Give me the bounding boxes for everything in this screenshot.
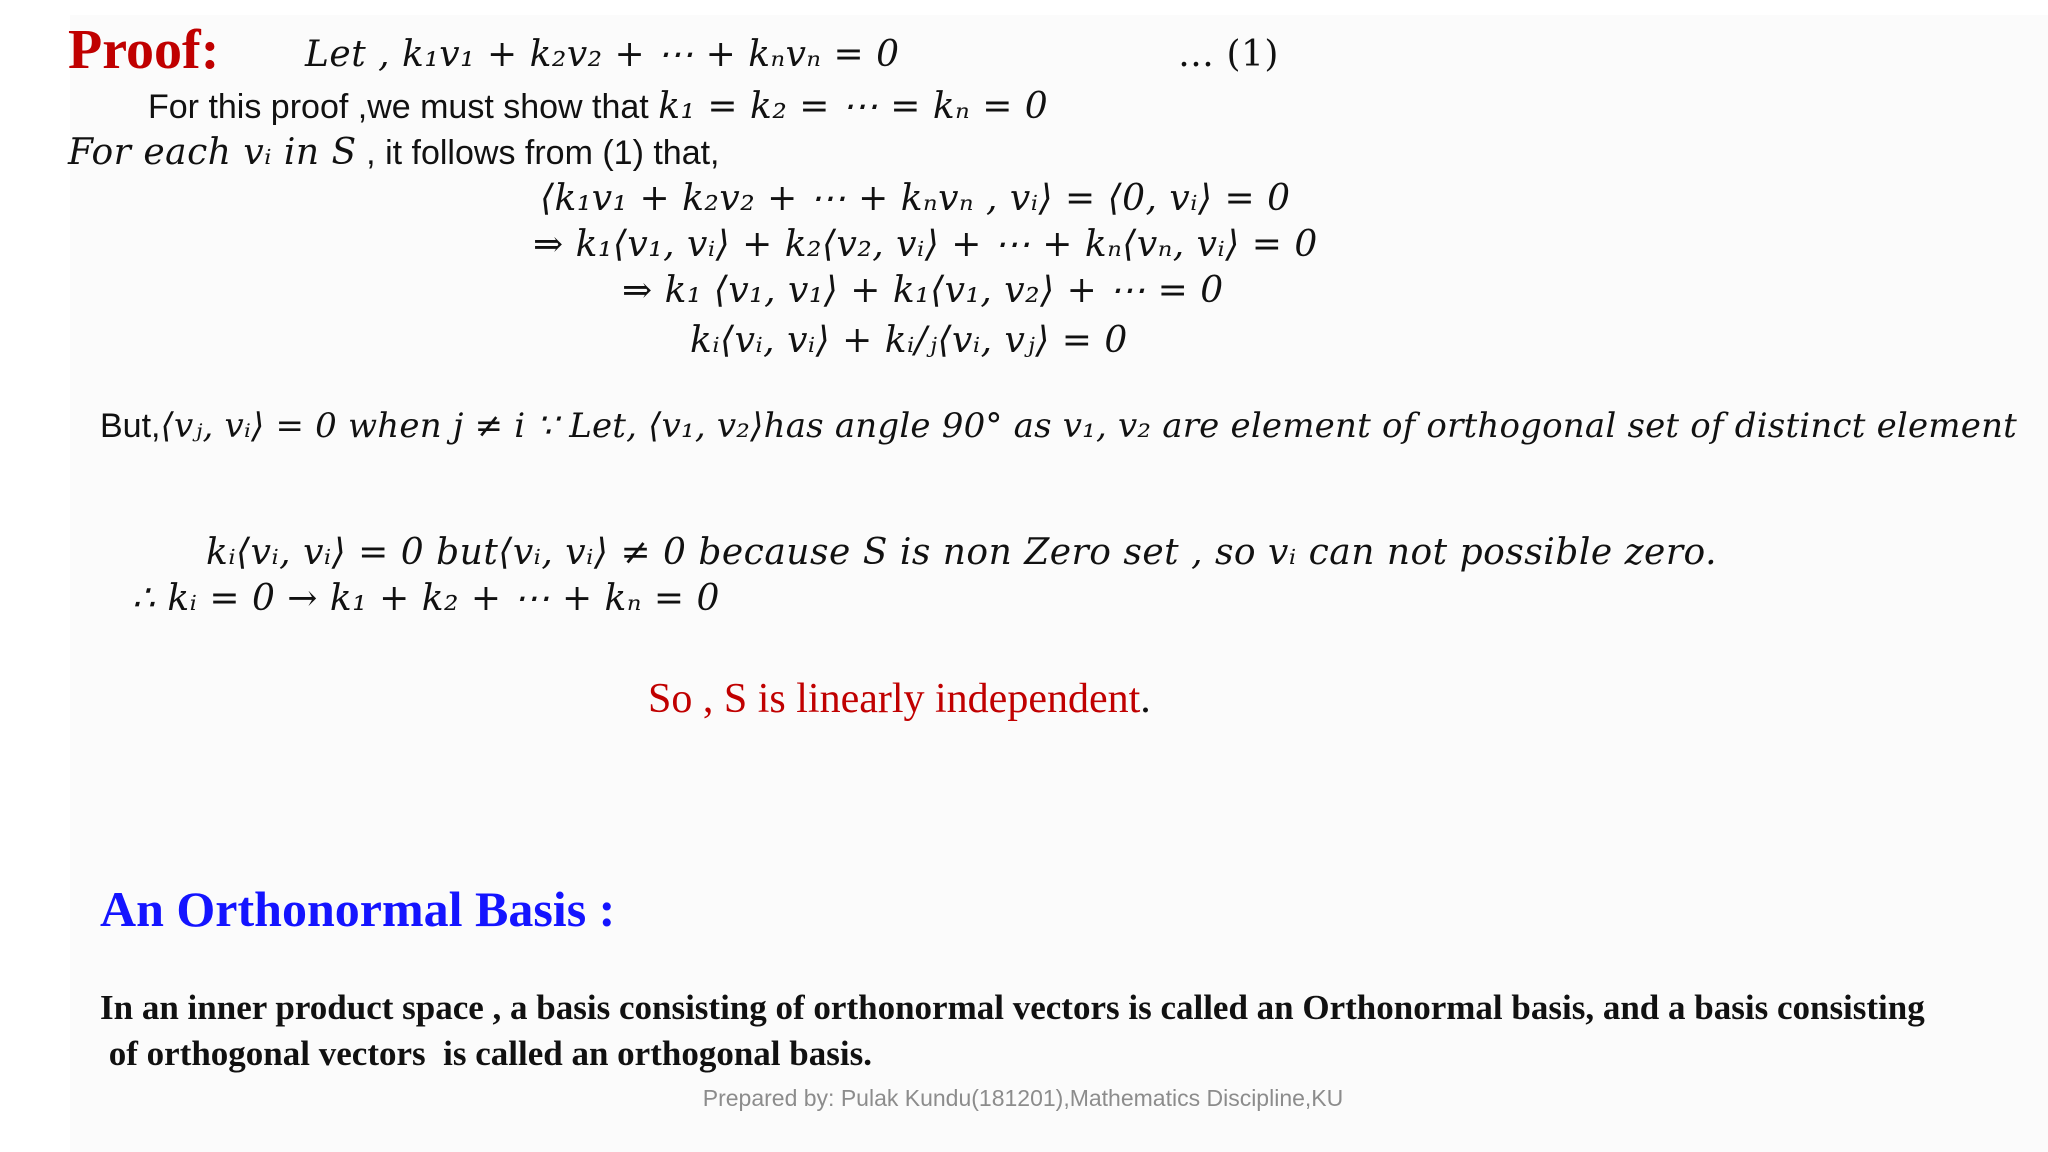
section-heading: An Orthonormal Basis : bbox=[100, 881, 616, 937]
but-prefix: But, bbox=[100, 407, 161, 445]
proof-title: Proof: bbox=[68, 19, 220, 81]
but-math: ⟨vⱼ, vᵢ⟩ = 0 when j ≠ i ∵ Let, ⟨v₁, v₂⟩has angle 90° as v₁, v₂ are element of orthogonal set of distinct element bbox=[160, 406, 2018, 446]
must-show-text: For this proof ,we must show that bbox=[148, 88, 659, 126]
equation-tag: … (1) bbox=[1178, 34, 1279, 75]
step-2: ⇒ k₁⟨v₁, vᵢ⟩ + k₂⟨v₂, vᵢ⟩ + ⋯ + kₙ⟨vₙ, vᵢ⟩ = 0 bbox=[533, 224, 1318, 265]
for-each-text: , it follows from (1) that, bbox=[356, 134, 720, 172]
conclusion-text: So , S is linearly independent bbox=[648, 676, 1141, 722]
step-1: ⟨k₁v₁ + k₂v₂ + ⋯ + kₙvₙ , vᵢ⟩ = ⟨0, vᵢ⟩ = 0 bbox=[540, 178, 1291, 219]
must-show-line bbox=[148, 86, 1048, 127]
let-equation: Let , k₁v₁ + k₂v₂ + ⋯ + kₙvₙ = 0 bbox=[305, 34, 900, 75]
step-3: ⇒ k₁ ⟨v₁, v₁⟩ + k₁⟨v₁, v₂⟩ + ⋯ = 0 bbox=[622, 270, 1224, 311]
footer-credit: Prepared by: Pulak Kundu(181201),Mathematics Discipline,KU bbox=[702, 1085, 1344, 1111]
therefore-line: ∴ kᵢ = 0 → k₁ + k₂ + ⋯ + kₙ = 0 bbox=[132, 578, 720, 619]
for-each-math: For each vᵢ in S bbox=[68, 132, 357, 173]
for-each-line bbox=[68, 132, 720, 173]
but-line bbox=[100, 406, 2017, 446]
conclusion bbox=[648, 675, 1151, 723]
step-4: kᵢ⟨vᵢ, vᵢ⟩ + kᵢ/ⱼ⟨vᵢ, vⱼ⟩ = 0 bbox=[690, 320, 1128, 361]
ki-line: kᵢ⟨vᵢ, vᵢ⟩ = 0 but⟨vᵢ, vᵢ⟩ ≠ 0 because S is non Zero set , so vᵢ can not possible zero. bbox=[206, 532, 1718, 573]
must-show-math: k₁ = k₂ = ⋯ = kₙ = 0 bbox=[658, 86, 1049, 127]
conclusion-period: . bbox=[1140, 676, 1151, 722]
definition-text: In an inner product space , a basis consisting of orthonormal vectors is called an Orthonormal basis, and a basis consisting of orthogonal vectors is called an orthogonal basis. bbox=[100, 988, 1925, 1073]
